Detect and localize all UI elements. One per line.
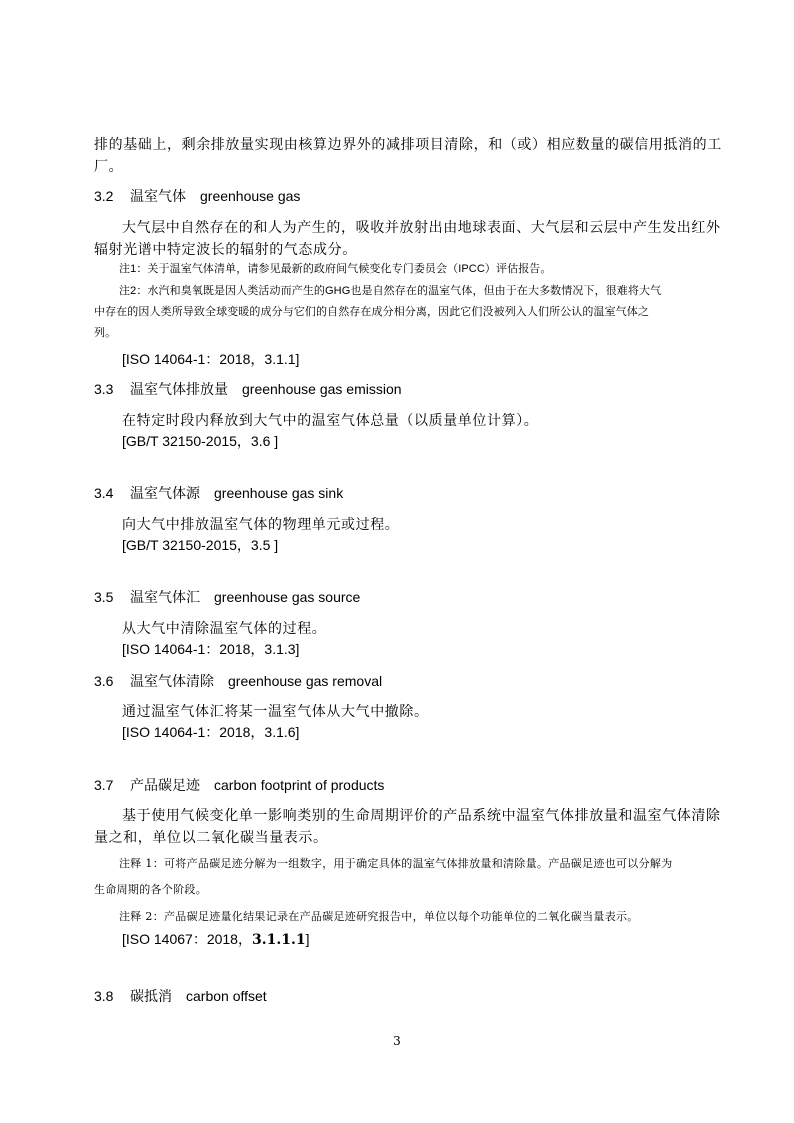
term-chinese: 温室气体 <box>130 189 186 205</box>
term-english: carbon footprint of products <box>214 777 385 793</box>
term-english: greenhouse gas removal <box>228 673 383 689</box>
section-number: 3.6 <box>94 673 114 689</box>
term-english: greenhouse gas source <box>214 589 361 605</box>
term-chinese: 产品碳足迹 <box>130 778 200 794</box>
definition-line-1: 大气层中自然存在的和人为产生的，吸收并放射出由地球表面、大气层和云层中产生发出红外 <box>122 220 721 236</box>
term-english: greenhouse gas <box>200 188 301 204</box>
definition: 在特定时段内释放到大气中的温室气体总量（以质量单位计算）。 <box>122 413 539 429</box>
term-chinese: 温室气体清除 <box>130 674 214 690</box>
reference-suffix: ] <box>305 931 310 947</box>
section-3-8-heading <box>94 986 267 1006</box>
term-english: greenhouse gas emission <box>242 381 402 397</box>
section-number: 3.5 <box>94 589 114 605</box>
reference: [ISO 14064-1：2018，3.1.1] <box>122 351 300 367</box>
note-2-line-1: 注2：水汽和臭氧既是因人类活动而产生的GHG也是自然存在的温室气体，但由于在大多数情况下，很难将大气 <box>119 285 662 297</box>
term-english: greenhouse gas sink <box>214 485 344 501</box>
definition: 向大气中排放温室气体的物理单元或过程。 <box>122 517 400 533</box>
definition-line-1: 基于使用气候变化单一影响类别的生命周期评价的产品系统中温室气体排放量和温室气体清除 <box>122 808 721 824</box>
term-chinese: 温室气体源 <box>130 486 200 502</box>
section-3-6-heading <box>94 671 382 691</box>
intro-line-1: 排的基础上，剩余排放量实现由核算边界外的减排项目清除，和（或）相应数量的碳信用抵消的工 <box>94 137 722 153</box>
note-2: 注释 2：产品碳足迹量化结果记录在产品碳足迹研究报告中，单位以每个功能单位的二氧化碳当量表示。 <box>119 910 639 923</box>
note-1: 注1：关于温室气体清单，请参见最新的政府间气候变化专门委员会（IPCC）评估报告。 <box>119 263 552 275</box>
section-number: 3.2 <box>94 188 114 204</box>
note-2-line-3: 列。 <box>94 327 117 339</box>
reference <box>122 929 309 949</box>
definition: 从大气中清除温室气体的过程。 <box>122 621 327 637</box>
section-number: 3.4 <box>94 485 114 501</box>
section-3-2-heading <box>94 186 300 206</box>
term-chinese: 碳抵消 <box>130 989 172 1005</box>
section-number: 3.8 <box>94 988 114 1004</box>
definition-line-2: 辐射光谱中特定波长的辐射的气态成分。 <box>94 242 357 258</box>
section-3-4-heading <box>94 483 343 503</box>
reference: [GB/T 32150-2015，3.6 ] <box>122 433 279 449</box>
intro-line-2: 厂。 <box>94 159 124 175</box>
reference: [GB/T 32150-2015，3.5 ] <box>122 537 279 553</box>
reference-clause: 3.1.1.1 <box>251 932 306 948</box>
section-3-3-heading <box>94 379 402 399</box>
note-2-line-2: 中存在的因人类所导致全球变暖的成分与它们的自然存在成分相分离，因此它们没被列入人们所公认的温室气体之 <box>94 306 649 318</box>
definition-line-2: 量之和，单位以二氧化碳当量表示。 <box>94 830 328 846</box>
section-number: 3.3 <box>94 381 114 397</box>
page-number: 3 <box>393 1034 401 1048</box>
term-english: carbon offset <box>186 988 267 1004</box>
term-chinese: 温室气体排放量 <box>130 382 228 398</box>
term-chinese: 温室气体汇 <box>130 590 200 606</box>
reference: [ISO 14064-1：2018，3.1.6] <box>122 724 300 740</box>
definition: 通过温室气体汇将某一温室气体从大气中撤除。 <box>122 704 429 720</box>
reference: [ISO 14064-1：2018，3.1.3] <box>122 641 300 657</box>
section-3-7-heading <box>94 775 384 795</box>
note-1-line-2: 生命周期的各个阶段。 <box>94 883 207 896</box>
reference-prefix: [ISO 14067：2018， <box>122 931 252 947</box>
section-number: 3.7 <box>94 777 114 793</box>
note-1-line-1: 注释 1：可将产品碳足迹分解为一组数字，用于确定具体的温室气体排放量和清除量。产品碳足迹也可以分解为 <box>119 857 673 870</box>
section-3-5-heading <box>94 587 360 607</box>
